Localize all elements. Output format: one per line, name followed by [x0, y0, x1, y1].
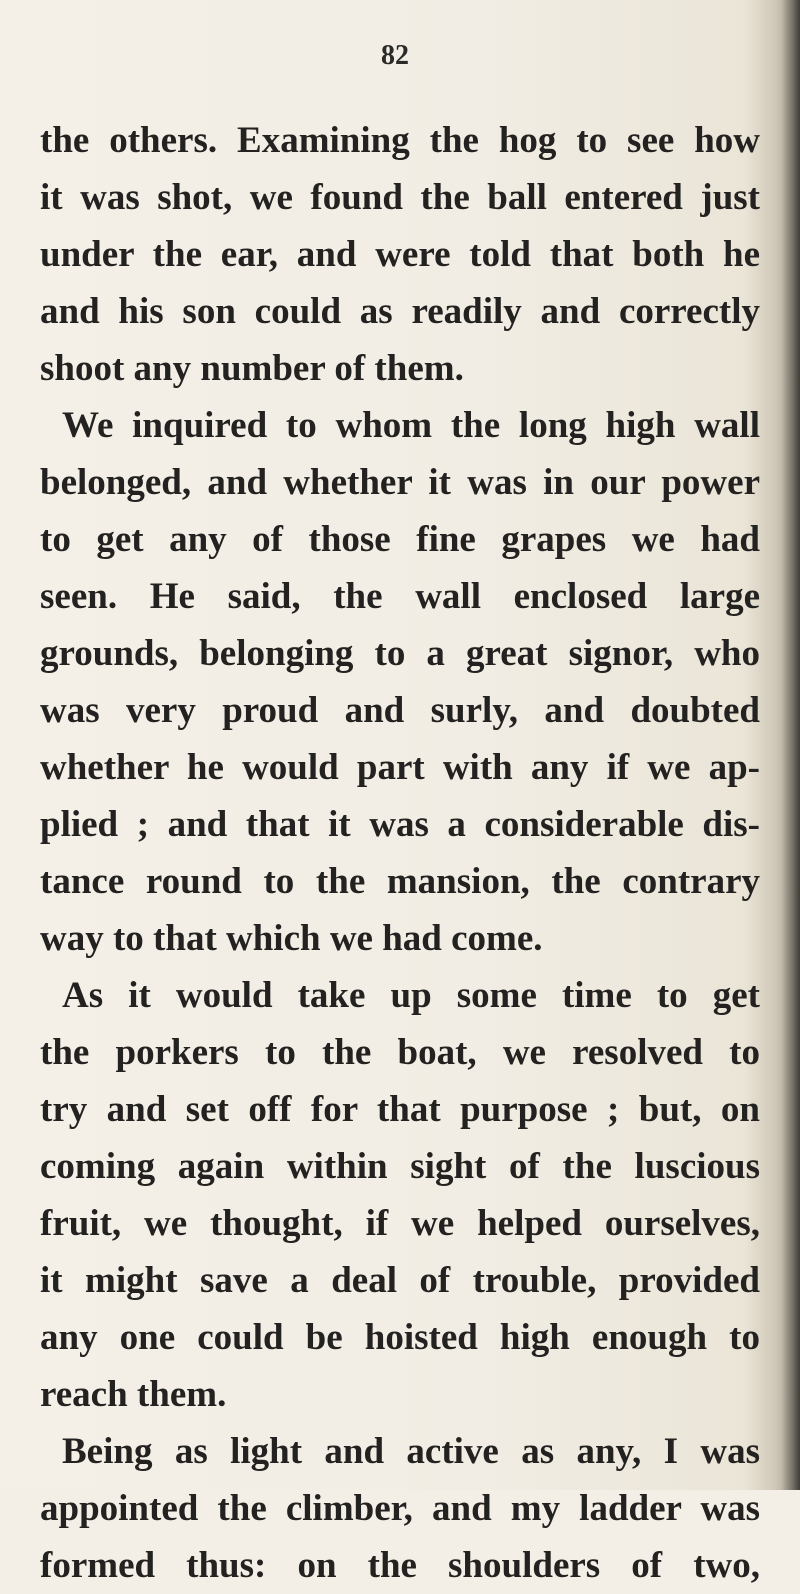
text-line: under the ear, and were told that both he: [40, 234, 760, 275]
text-line: any one could be hoisted high enough to: [40, 1317, 760, 1358]
text-line: formed thus: on the shoulders of two,: [40, 1545, 760, 1586]
page-gutter-shadow: [782, 0, 800, 1490]
text-line: plied ; and that it was a considerable dis-: [40, 804, 760, 845]
text-line: fruit, we thought, if we helped ourselves,: [40, 1203, 760, 1244]
text-line: As it would take up some time to get: [62, 975, 760, 1016]
text-line: it might save a deal of trouble, provided: [40, 1260, 760, 1301]
text-line: was very proud and surly, and doubted: [40, 690, 760, 731]
text-line: the porkers to the boat, we resolved to: [40, 1032, 760, 1073]
text-line: coming again within sight of the luscious: [40, 1146, 760, 1187]
text-line: shoot any number of them.: [40, 348, 464, 389]
text-line: way to that which we had come.: [40, 918, 543, 959]
text-line: whether he would part with any if we ap-: [40, 747, 760, 788]
text-line: Being as light and active as any, I was: [62, 1431, 760, 1472]
text-line: seen. He said, the wall enclosed large: [40, 576, 760, 617]
page-number: 82: [381, 40, 409, 71]
text-line: it was shot, we found the ball entered just: [40, 177, 760, 218]
text-line: to get any of those fine grapes we had: [40, 519, 760, 560]
text-line: belonged, and whether it was in our power: [40, 462, 760, 503]
text-line: and his son could as readily and correctly: [40, 291, 760, 332]
text-line: try and set off for that purpose ; but, on: [40, 1089, 760, 1130]
text-line: reach them.: [40, 1374, 227, 1415]
text-line: the others. Examining the hog to see how: [40, 120, 760, 161]
text-line: We inquired to whom the long high wall: [62, 405, 760, 446]
text-line: tance round to the mansion, the contrary: [40, 861, 760, 902]
text-line: appointed the climber, and my ladder was: [40, 1488, 760, 1529]
body-text: [40, 112, 760, 1594]
text-line: grounds, belonging to a great signor, who: [40, 633, 760, 674]
